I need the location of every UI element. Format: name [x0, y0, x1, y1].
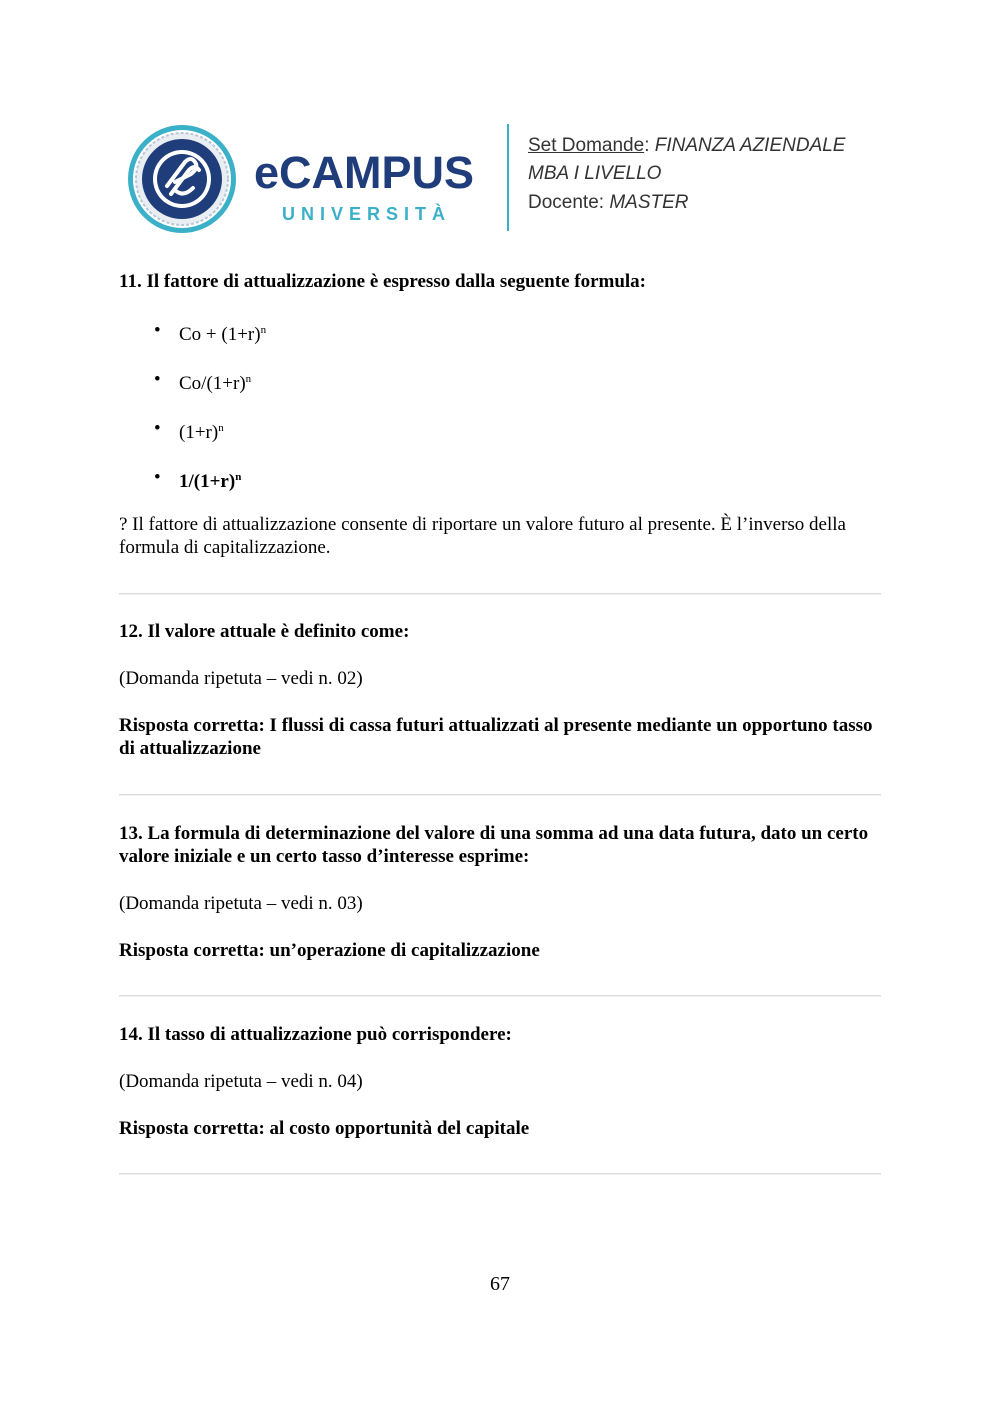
q11-explanation: ? Il fattore di attualizzazione consente di riportare un valore futuro al presente. È l’inverso della formula di capitalizzazione.: [119, 514, 846, 558]
set-label: Set Domande: [528, 135, 645, 156]
brand-wordmark: [254, 147, 475, 198]
header-divider: [507, 124, 509, 231]
page-number: 67: [490, 1273, 510, 1295]
q11-option-2: $Co/(1+r)^n$: [179, 373, 252, 394]
q14-answer: Risposta corretta: al costo opportunità del capitale: [119, 1118, 530, 1139]
university-seal-logo: [127, 124, 237, 234]
bullet-icon: •: [154, 418, 161, 439]
q12-answer: Risposta corretta: I flussi di cassa futuri attualizzati al presente mediante un opportuno tasso di attualizzazione: [119, 715, 873, 759]
level-value: MBA I LIVELLO: [528, 163, 662, 184]
q11-option-4-correct: $1/(1+r)^n$: [179, 471, 242, 492]
bullet-icon: •: [154, 467, 161, 488]
docente-line: [528, 192, 689, 214]
brand-subtitle: UNIVERSITÀ: [282, 204, 452, 224]
q12-note: (Domanda ripetuta – vedi n. 02): [119, 668, 363, 689]
q13-note: (Domanda ripetuta – vedi n. 03): [119, 893, 363, 914]
section-divider: [119, 794, 881, 796]
question-12-title: 12. Il valore attuale è definito come:: [119, 621, 410, 642]
question-11-title: 11. Il fattore di attualizzazione è espresso dalla seguente formula:: [119, 271, 647, 292]
question-13-title: 13. La formula di determinazione del valore di una somma ad una data futura, dato un certo valore iniziale e un certo tasso d’interesse esprime:: [119, 823, 869, 867]
brand-main: CAMPUS: [279, 147, 475, 198]
set-value: FINANZA AZIENDALE: [654, 135, 846, 156]
set-line: Set Domande: FINANZA AZIENDALE: [528, 135, 846, 156]
section-divider: [119, 593, 881, 595]
brand-prefix: e: [254, 147, 280, 198]
q11-option-1: $Co + (1+r)^n$: [179, 324, 267, 345]
level-line: [528, 163, 661, 185]
q13-answer: Risposta corretta: un’operazione di capitalizzazione: [119, 940, 540, 961]
bullet-icon: •: [154, 320, 161, 341]
q14-note: (Domanda ripetuta – vedi n. 04): [119, 1071, 363, 1092]
bullet-icon: •: [154, 369, 161, 390]
section-divider: [119, 1173, 881, 1175]
docente-label: Docente:: [528, 192, 605, 213]
docente-value: MASTER: [609, 192, 689, 213]
question-14-title: 14. Il tasso di attualizzazione può corrispondere:: [119, 1024, 512, 1045]
q11-option-3: $(1+r)^n$: [179, 422, 224, 443]
section-divider: [119, 995, 881, 997]
